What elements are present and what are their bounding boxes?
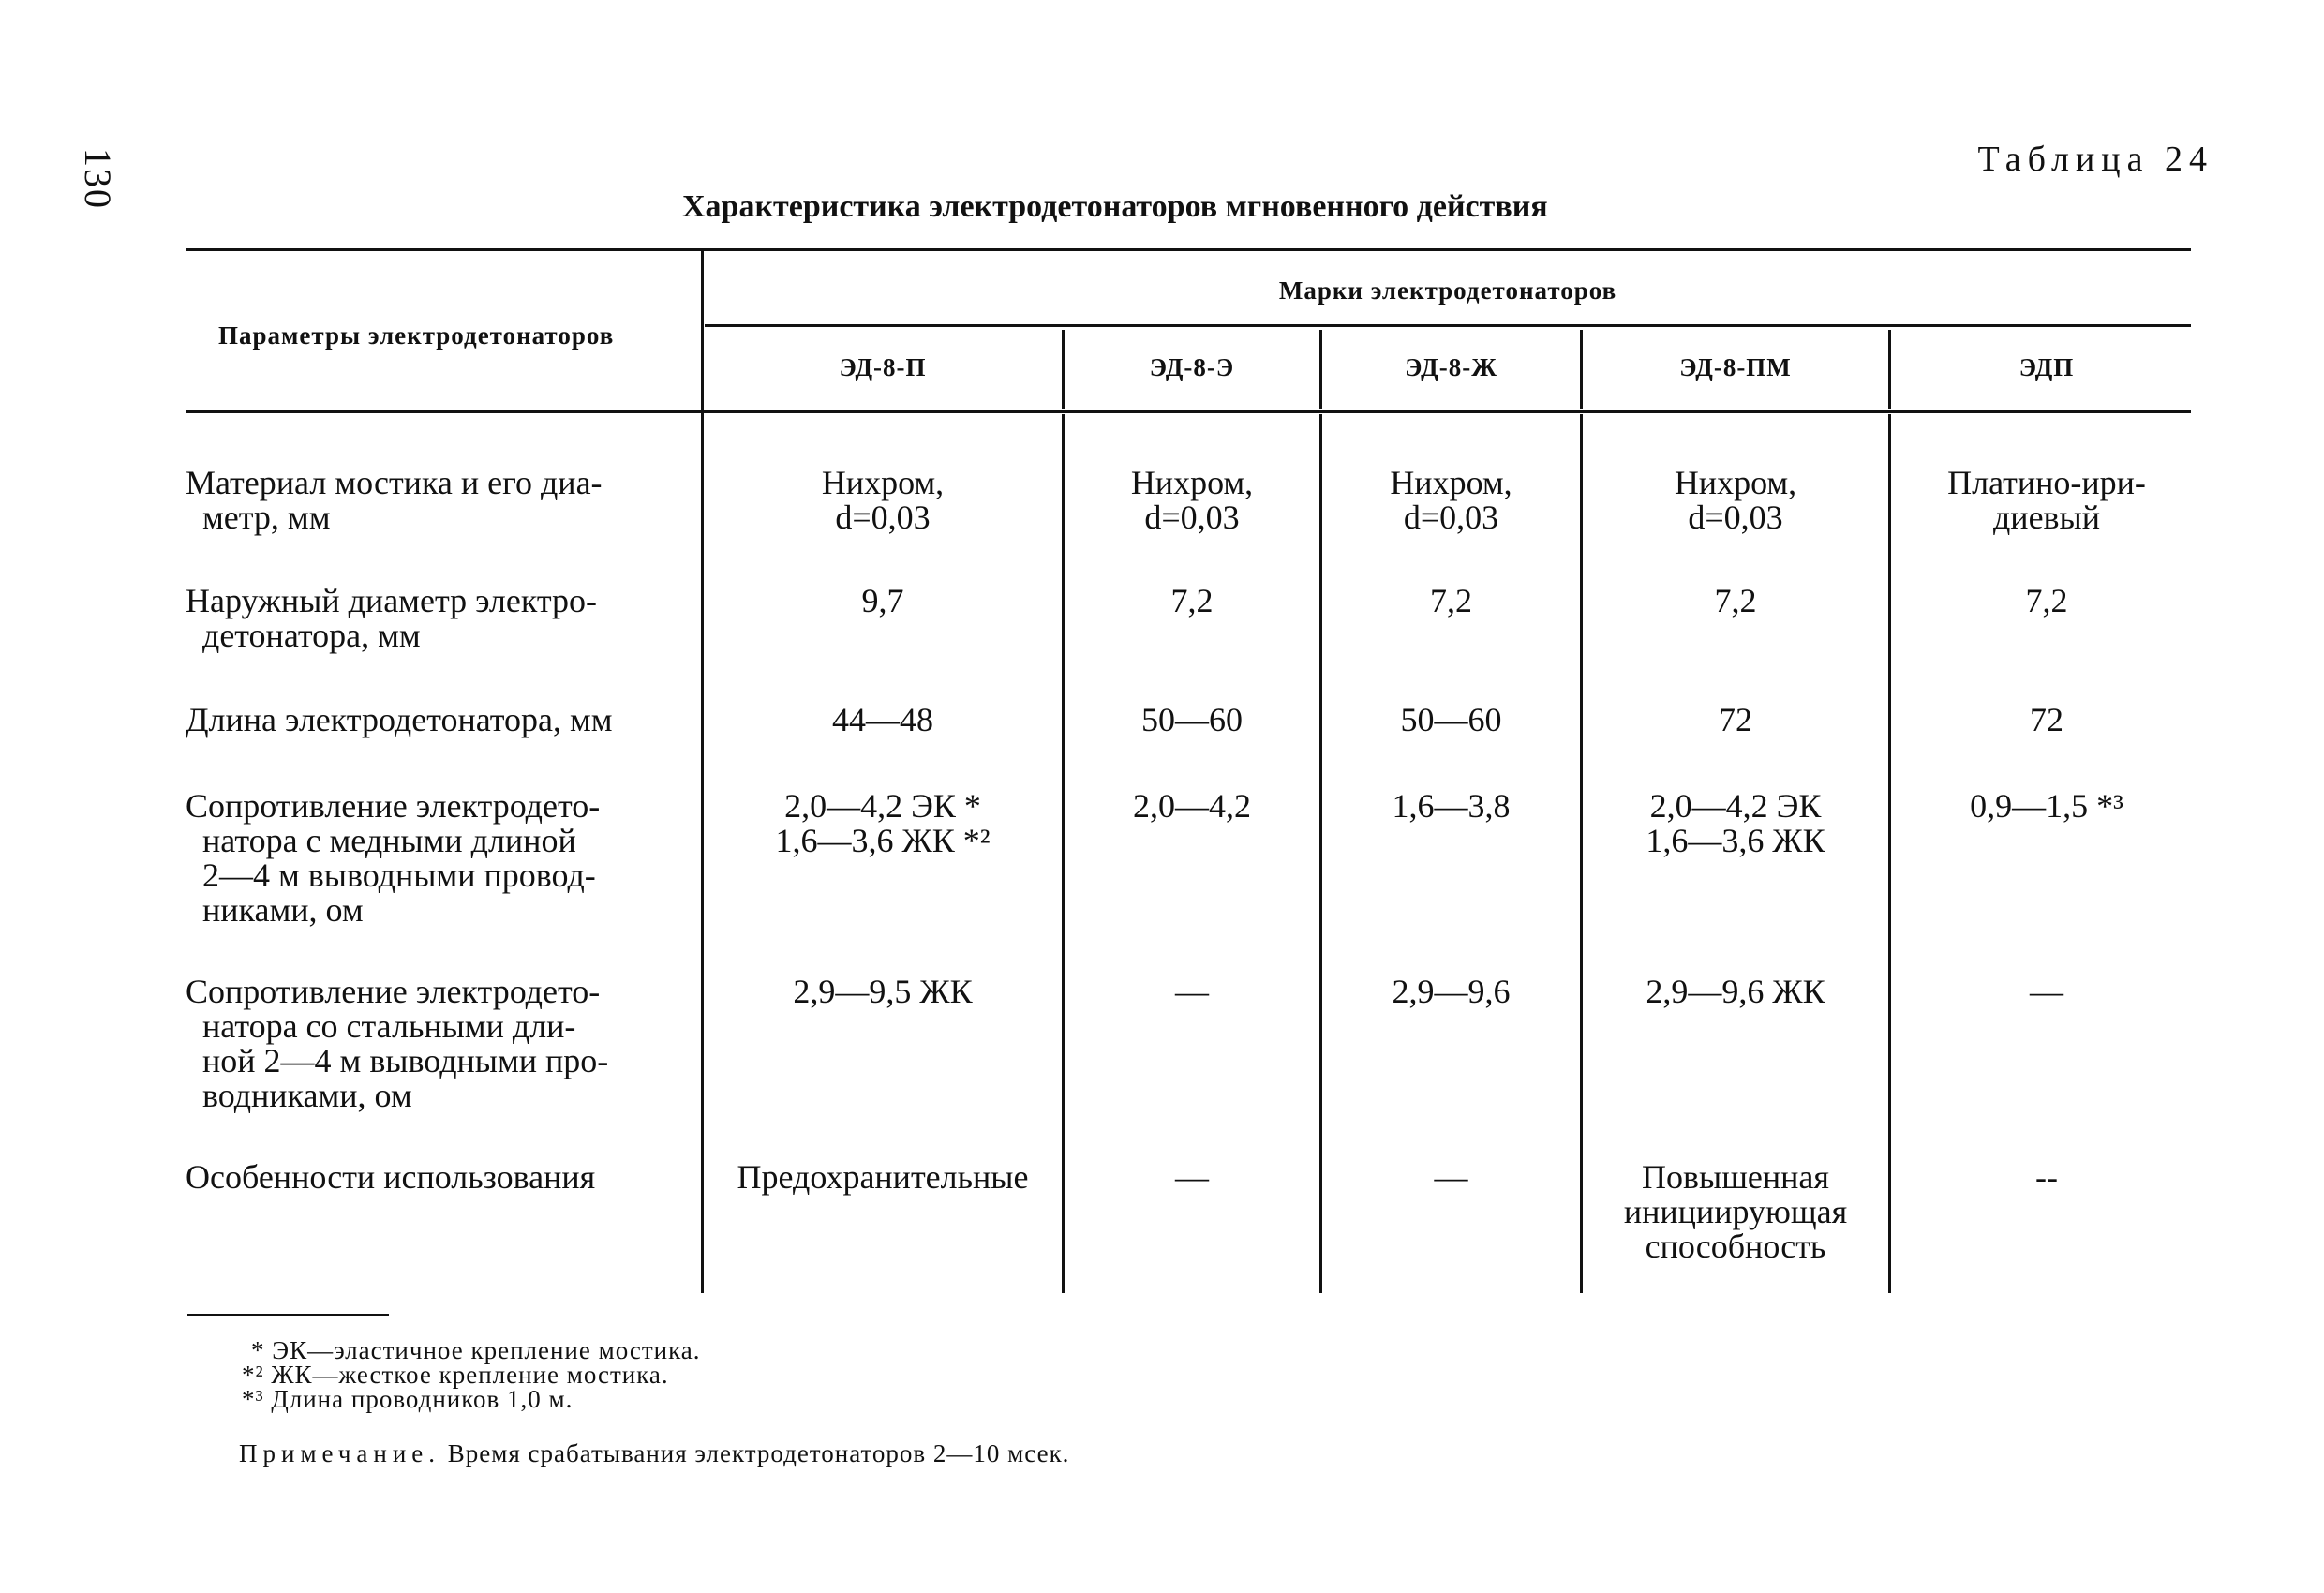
cell-line: Нихром, [1130,464,1254,501]
table-label: Таблица 24 [1977,140,2213,179]
cell-line: инициирующая [1623,1193,1848,1230]
param-line: натора со стальными дли- [202,1007,576,1045]
cell-line: Повышенная [1642,1158,1829,1196]
param-line: метр, мм [202,499,331,536]
cell-line: Нихром, [821,464,945,501]
cell-line: Платино-ири- [1947,464,2146,501]
note-label: Примечание. [239,1439,441,1467]
header-bottom-rule [186,410,2191,413]
table-cell [1892,466,2201,535]
table-cell: — [1434,1158,1468,1196]
footnote-separator [187,1314,389,1316]
cell-line: 2,0—4,2 ЭК * [784,787,981,825]
table-cell: 9,7 [861,582,904,619]
table-cell: 0,9—1,5 *³ [1970,787,2123,825]
table-cell: — [1175,973,1209,1010]
table-cell: Предохранительные [737,1158,1029,1196]
table-cell: — [2030,973,2063,1010]
table-cell [1323,466,1579,535]
column-divider [1062,330,1065,409]
page-number: 130 [77,148,119,210]
table-cell: 72 [2030,701,2063,738]
cell-line: диевый [1992,499,2100,536]
cell-line: Нихром, [1674,464,1797,501]
table-cell [1584,789,1887,858]
param-line: натора с медными длиной [202,822,576,859]
param-label-resistance-copper [186,789,690,928]
cell-line: d=0,03 [835,499,931,536]
param-line: Материал мостика и его диа- [186,464,603,501]
cell-line: Нихром, [1390,464,1512,501]
param-line: Сопротивление электродето- [186,787,601,825]
param-line: водниками, ом [202,1077,412,1114]
footnote: *³ Длина проводников 1,0 м. [242,1385,574,1413]
cell-line: 1,6—3,6 ЖК [1646,822,1825,859]
table-cell: 50—60 [1141,701,1243,738]
table-note [239,1441,1069,1466]
column-divider [1888,330,1891,409]
param-label-resistance-steel [186,975,690,1113]
brand-column-header: ЭД-8-Э [1149,353,1235,381]
brand-column-header: ЭДП [2019,353,2075,381]
column-divider [1319,330,1322,409]
table-cell: 44—48 [832,701,933,738]
cell-line: 1,6—3,6 ЖК *² [775,822,991,859]
note-text: Время срабатывания электродетонаторов 2—10 мсек. [440,1439,1070,1467]
table-cell: 2,9—9,5 ЖК [793,973,973,1010]
cell-line: d=0,03 [1403,499,1499,536]
table-cell [705,789,1061,858]
table-cell: 7,2 [1170,582,1214,619]
column-divider [1580,330,1583,409]
column-divider [1319,414,1322,1293]
table-cell: 1,6—3,8 [1392,787,1511,825]
cell-line: d=0,03 [1688,499,1783,536]
param-line: Наружный диаметр электро- [186,582,598,619]
params-header: Параметры электродетонаторов [218,321,615,350]
param-label-length: Длина электродетонатора, мм [186,701,613,738]
table-cell: 7,2 [1714,582,1757,619]
brands-header: Марки электродетонаторов [1278,276,1617,305]
table-cell [1065,466,1318,535]
table-cell: 50—60 [1400,701,1502,738]
param-label-usage: Особенности использования [186,1158,596,1196]
table-cell [705,466,1061,535]
params-column-divider [701,251,704,1293]
brand-column-header: ЭД-8-П [839,353,927,381]
column-divider [1062,414,1065,1293]
table-cell: -- [2035,1158,2058,1196]
param-line: никами, ом [202,891,364,929]
param-label-bridge-material [186,466,690,535]
table-cell: 2,9—9,6 ЖК [1646,973,1825,1010]
cell-line: d=0,03 [1144,499,1240,536]
footnote: *² ЖК—жесткое крепление мостика. [242,1361,669,1389]
cell-line: 2,0—4,2 ЭК [1649,787,1822,825]
param-line: ной 2—4 м выводными про- [202,1042,609,1079]
table-cell: 7,2 [2025,582,2068,619]
brand-column-header: ЭД-8-Ж [1405,353,1497,381]
footnote: * ЭК—эластичное крепление мостика. [251,1336,701,1364]
table-cell: — [1175,1158,1209,1196]
column-divider [1888,414,1891,1293]
column-divider [1580,414,1583,1293]
param-label-outer-diameter [186,584,690,653]
brands-header-rule [705,324,2191,327]
table-cell [1584,466,1887,535]
table-top-rule [186,248,2191,251]
param-line: Сопротивление электродето- [186,973,601,1010]
cell-line: способность [1645,1228,1826,1265]
brand-column-header: ЭД-8-ПМ [1679,353,1792,381]
table-cell: 2,9—9,6 [1392,973,1511,1010]
table-cell: 2,0—4,2 [1133,787,1251,825]
param-line: детонатора, мм [202,617,421,654]
table-title: Характеристика электродетонаторов мгновенного действия [682,189,1548,224]
table-cell: 72 [1719,701,1752,738]
param-line: 2—4 м выводными провод- [202,856,596,894]
table-cell: 7,2 [1430,582,1472,619]
table-cell [1584,1160,1887,1264]
